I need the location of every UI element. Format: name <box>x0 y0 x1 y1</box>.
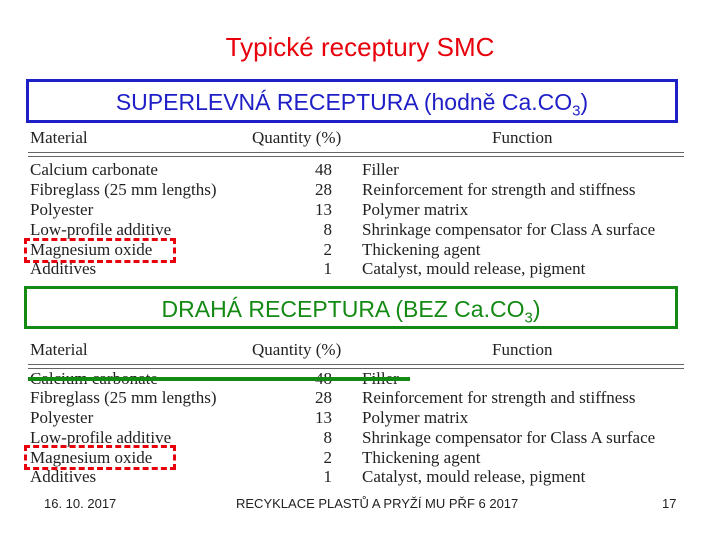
function-cell: Polymer matrix <box>362 408 469 427</box>
quantity-cell: 13 <box>315 200 332 219</box>
table-row <box>26 200 686 220</box>
cheap-recipe-banner: SUPERLEVNÁ RECEPTURA (hodně $Ca.CO_3$) <box>26 79 678 123</box>
material-cell: Low-profile additive <box>30 428 172 447</box>
function-cell: Catalyst, mould release, pigment <box>362 259 586 278</box>
function-cell: Shrinkage compensator for Class A surface <box>362 220 656 239</box>
quantity-cell: 28 <box>315 180 332 199</box>
footer-date: 16. 10. 2017 <box>44 496 117 511</box>
function-cell: Filler <box>362 160 399 179</box>
quantity-cell: 8 <box>323 220 332 239</box>
expensive-recipe-banner: DRAHÁ RECEPTURA (BEZ $Ca.CO_3$) <box>24 286 678 329</box>
material-cell: Low-profile additive <box>30 220 172 239</box>
material-cell: Polyester <box>30 408 94 427</box>
table-row <box>26 220 686 240</box>
quantity-cell: 28 <box>315 388 332 407</box>
function-cell: Thickening agent <box>362 240 481 259</box>
function-cell: Thickening agent <box>362 448 481 467</box>
quantity-cell: 2 <box>323 448 332 467</box>
header-rule-2 <box>28 156 684 157</box>
material-cell: Magnesium oxide <box>30 240 153 259</box>
table-row <box>26 388 686 408</box>
function-cell: Reinforcement for strength and stiffness <box>362 180 636 199</box>
quantity-cell: 1 <box>323 259 332 278</box>
quantity-cell: 8 <box>323 428 332 447</box>
table-row <box>26 180 686 200</box>
material-cell: Fibreglass (25 mm lengths) <box>30 180 217 199</box>
table-row <box>26 408 686 428</box>
table-row <box>26 160 686 180</box>
material-cell: Calcium carbonate <box>30 160 158 179</box>
function-cell: Shrinkage compensator for Class A surface <box>362 428 656 447</box>
material-cell: Polyester <box>30 200 94 219</box>
material-cell: Additives <box>30 467 97 486</box>
page-number: 17 <box>662 496 677 511</box>
material-cell: Fibreglass (25 mm lengths) <box>30 388 217 407</box>
calcium-carbonate-strikethrough <box>28 377 410 381</box>
header-quantity: Quantity (%) <box>252 340 342 359</box>
header-function: Function <box>492 340 553 359</box>
quantity-cell: 13 <box>315 408 332 427</box>
quantity-cell: 48 <box>315 160 332 179</box>
slide-title: Typické receptury SMC <box>225 32 495 62</box>
header-material: Material <box>30 340 88 359</box>
table-row <box>26 467 686 487</box>
quantity-cell: 1 <box>323 467 332 486</box>
quantity-cell: 2 <box>323 240 332 259</box>
magnesium-oxide-highlight <box>24 238 176 263</box>
header-function: Function <box>492 128 553 147</box>
footer-title: RECYKLACE PLASTŮ A PRYŽÍ MU PŘF 6 2017 <box>236 496 519 511</box>
header-rule <box>28 152 684 153</box>
header-material: Material <box>30 128 88 147</box>
table-header <box>26 340 686 362</box>
function-cell: Catalyst, mould release, pigment <box>362 467 586 486</box>
function-cell: Polymer matrix <box>362 200 469 219</box>
table-header <box>26 128 686 150</box>
material-cell: Magnesium oxide <box>30 448 153 467</box>
function-cell: Reinforcement for strength and stiffness <box>362 388 636 407</box>
magnesium-oxide-highlight <box>24 445 176 470</box>
header-quantity: Quantity (%) <box>252 128 342 147</box>
header-rule <box>28 364 684 365</box>
material-cell: Additives <box>30 259 97 278</box>
